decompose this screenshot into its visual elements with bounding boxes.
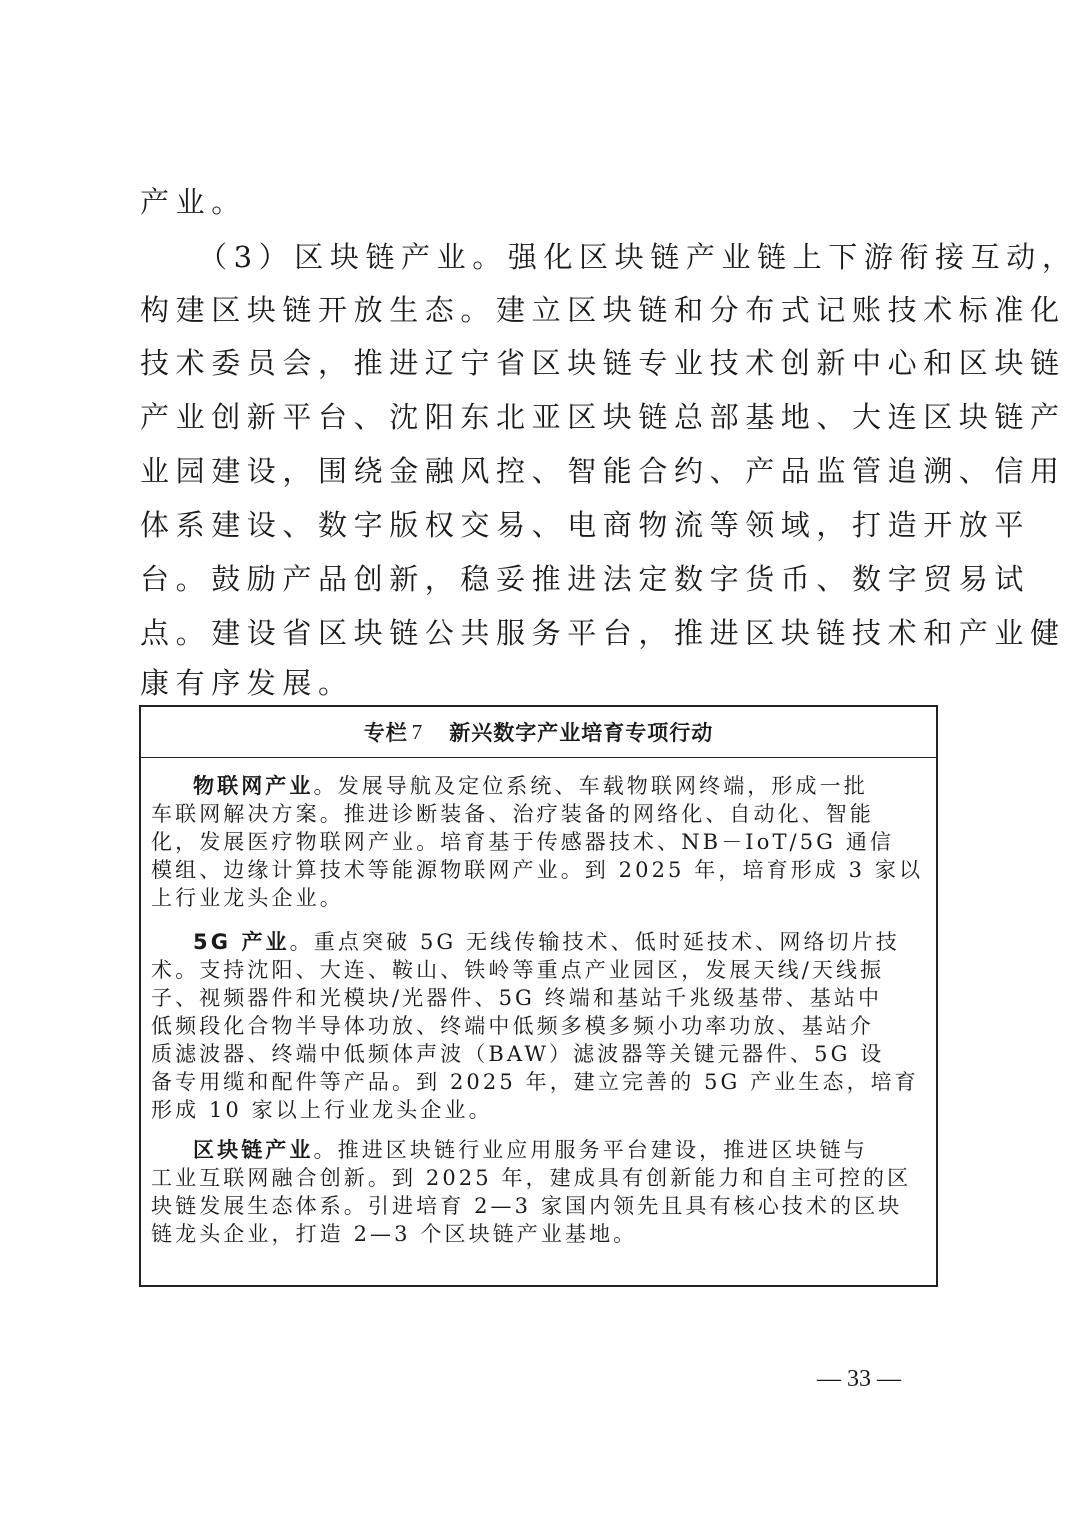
section-text: 。发展导航及定位系统、车载物联网终端，形成一批 <box>313 774 868 798</box>
column-box-line: 备专用缆和配件等产品。到 2025 年，建立完善的 5G 产业生态，培育 <box>151 1070 919 1094</box>
column-box-line: 链龙头企业，打造 2—3 个区块链产业基地。 <box>151 1222 638 1246</box>
column-box-title-text: 新兴数字产业培育专项行动 <box>449 721 714 745</box>
body-text-line: 产业。 <box>140 185 247 219</box>
body-text-line: 台。鼓励产品创新，稳妥推进法定数字货币、数字贸易试 <box>140 562 1031 596</box>
column-box-line <box>151 1137 931 1163</box>
column-box-line: 模组、边缘计算技术等能源物联网产业。到 2025 年，培育形成 3 家以 <box>151 858 924 882</box>
column-box-line: 工业互联网融合创新。到 2025 年，建成具有创新能力和自主可控的区 <box>151 1166 912 1190</box>
body-text-line: 点。建设省区块链公共服务平台，推进区块链技术和产业健 <box>140 616 1066 650</box>
column-box-line: 低频段化合物半导体功放、终端中低频多模多频小功率功放、基站介 <box>151 1014 874 1038</box>
column-box-title <box>141 707 936 758</box>
column-box-line: 化，发展医疗物联网产业。培育基于传感器技术、NB－IoT/5G 通信 <box>151 830 895 854</box>
column-box-line <box>151 773 931 799</box>
body-text-line: （3）区块链产业。强化区块链产业链上下游衔接互动， <box>198 240 1078 274</box>
body-text-line: 业园建设，围绕金融风控、智能合约、产品监管追溯、信用 <box>140 454 1066 488</box>
section-lead: 5G 产业 <box>193 930 290 954</box>
column-box-line <box>151 929 931 955</box>
body-text-line: 康有序发展。 <box>140 666 354 700</box>
column-box-title-number: 7 <box>411 719 424 744</box>
page-number: — 33 — <box>817 1366 901 1392</box>
column-box-line: 块链发展生态体系。引进培育 2—3 家国内领先且具有核心技术的区块 <box>151 1194 903 1218</box>
body-text-line: 产业创新平台、沈阳东北亚区块链总部基地、大连区块链产 <box>140 400 1066 434</box>
column-box-line: 术。支持沈阳、大连、鞍山、铁岭等重点产业园区，发展天线/天线振 <box>151 958 885 982</box>
body-text-line: 体系建设、数字版权交易、电商物流等领域，打造开放平 <box>140 508 1031 542</box>
section-text: 。推进区块链行业应用服务平台建设，推进区块链与 <box>313 1138 868 1162</box>
column-box-title-prefix: 专栏 <box>363 721 408 745</box>
column-box-line: 上行业龙头企业。 <box>151 886 344 910</box>
column-box <box>139 705 938 1287</box>
section-lead: 物联网产业 <box>193 774 314 798</box>
column-box-line: 形成 10 家以上行业龙头企业。 <box>151 1098 493 1122</box>
body-text-line: 构建区块链开放生态。建立区块链和分布式记账技术标准化 <box>140 293 1066 327</box>
body-text-line: 技术委员会，推进辽宁省区块链专业技术创新中心和区块链 <box>140 346 1066 380</box>
section-text: 。重点突破 5G 无线传输技术、低时延技术、网络切片技 <box>289 930 900 954</box>
column-box-line: 质滤波器、终端中低频体声波（BAW）滤波器等关键元器件、5G 设 <box>151 1042 885 1066</box>
section-lead: 区块链产业 <box>193 1138 314 1162</box>
column-box-line: 子、视频器件和光模块/光器件、5G 终端和基站千兆级基带、基站中 <box>151 986 883 1010</box>
column-box-line: 车联网解决方案。推进诊断装备、治疗装备的网络化、自动化、智能 <box>151 802 874 826</box>
